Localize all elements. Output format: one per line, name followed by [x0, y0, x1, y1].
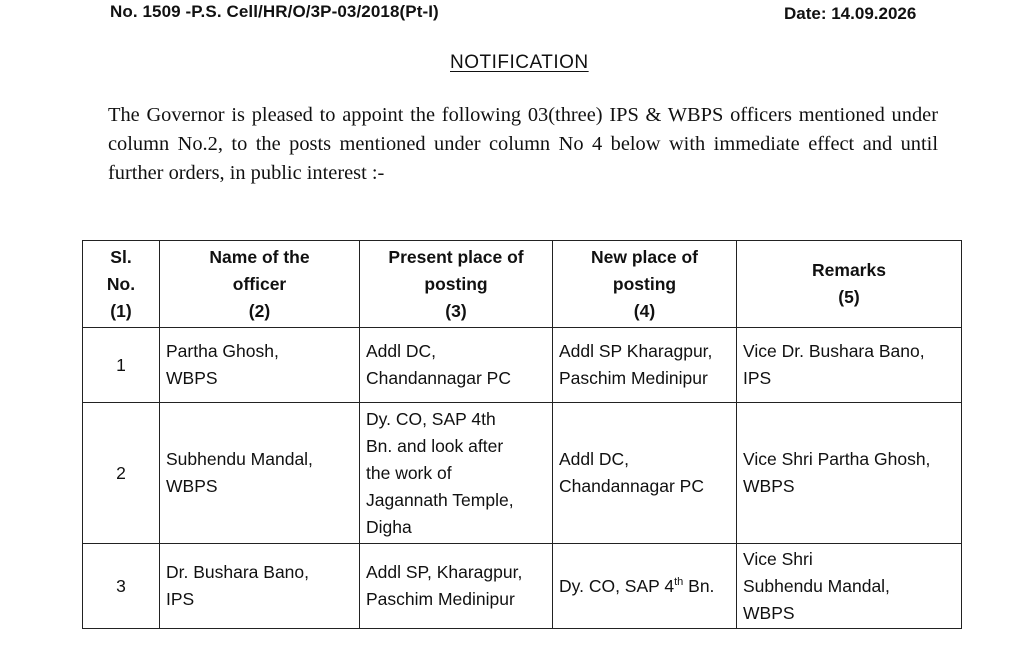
header-sl-no: Sl. No. (1) [83, 241, 160, 328]
header-remarks: Remarks (5) [737, 241, 962, 328]
postings-table [82, 240, 962, 629]
officer-name-cell: Subhendu Mandal, WBPS [160, 403, 360, 544]
header-new-posting: New place of posting (4) [553, 241, 737, 328]
reference-number: No. 1509 -P.S. Cell/HR/O/3P-03/2018(Pt-I) [110, 2, 439, 21]
notification-title: NOTIFICATION [450, 52, 589, 73]
table-row [83, 403, 962, 544]
present-posting-cell: Addl SP, Kharagpur, Paschim Medinipur [360, 544, 553, 629]
notification-body: The Governor is pleased to appoint the following 03(three) IPS & WBPS officers mentioned under column No.2, to the posts mentioned under column No 4 below with immediate effect and until further orders, in public interest :- [108, 104, 938, 184]
new-posting-cell: Dy. CO, SAP 4th Bn. [553, 544, 737, 629]
present-posting-cell: Dy. CO, SAP 4th Bn. and look after the work of Jagannath Temple, Digha [360, 403, 553, 544]
new-posting-cell: Addl SP Kharagpur, Paschim Medinipur [553, 328, 737, 403]
header-present-posting: Present place of posting (3) [360, 241, 553, 328]
table-header-row [83, 241, 962, 328]
table-row [83, 544, 962, 629]
notification-date: Date: 14.09.2026 [784, 4, 917, 23]
officer-name-cell: Dr. Bushara Bano, IPS [160, 544, 360, 629]
new-posting-cell: Addl DC, Chandannagar PC [553, 403, 737, 544]
sl-no-cell: 1 [83, 328, 160, 403]
officer-name-cell: Partha Ghosh, WBPS [160, 328, 360, 403]
remarks-cell: Vice Shri Subhendu Mandal, WBPS [737, 544, 962, 629]
remarks-cell: Vice Dr. Bushara Bano, IPS [737, 328, 962, 403]
table-row [83, 328, 962, 403]
sl-no-cell: 3 [83, 544, 160, 629]
sl-no-cell: 2 [83, 403, 160, 544]
header-officer-name: Name of the officer (2) [160, 241, 360, 328]
present-posting-cell: Addl DC, Chandannagar PC [360, 328, 553, 403]
remarks-cell: Vice Shri Partha Ghosh, WBPS [737, 403, 962, 544]
